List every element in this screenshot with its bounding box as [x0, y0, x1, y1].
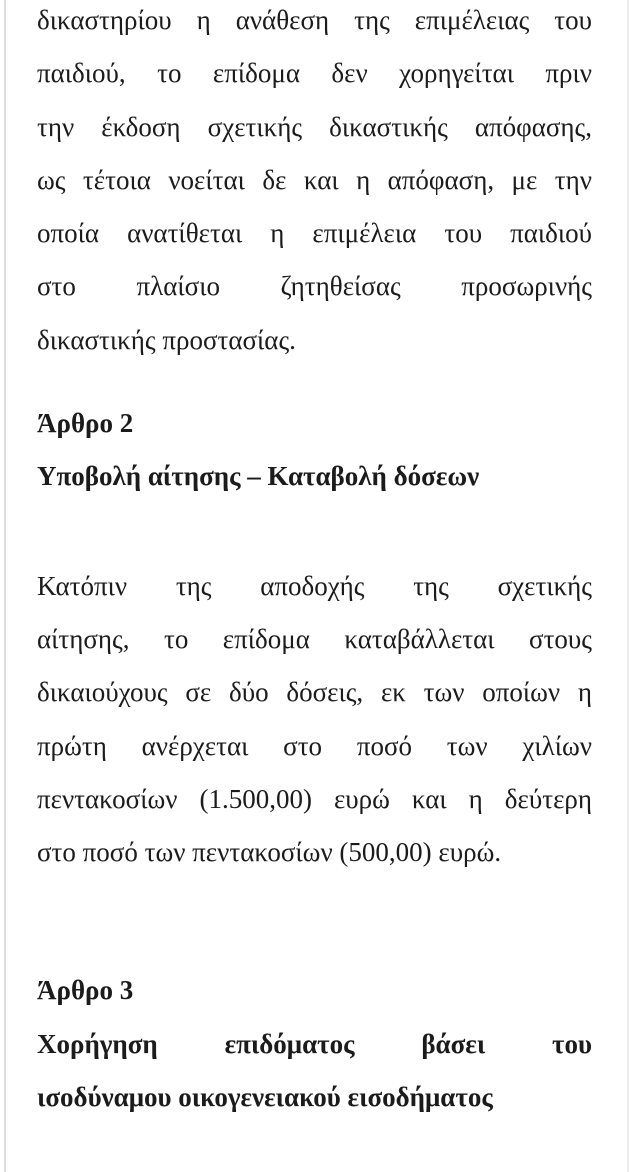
text-line: ως τέτοια νοείται δε και η απόφαση, με την: [37, 164, 592, 195]
article-2-heading: [37, 397, 592, 504]
text-line: δικαιούχους σε δύο δόσεις, εκ των οποίων η: [37, 677, 592, 708]
text-line: πρώτη ανέρχεται στο ποσό των χιλίων: [37, 730, 592, 761]
paragraph-installments: [37, 560, 592, 880]
text-line: Κατόπιν της αποδοχής της σχετικής: [37, 570, 592, 601]
article-2-title: Άρθρο 2: [37, 408, 134, 439]
text-line: πεντακοσίων (1.500,00) ευρώ και η δεύτερη: [37, 783, 592, 814]
paragraph-custody: [37, 0, 592, 367]
text-line: δικαστηρίου η ανάθεση της επιμέλειας του: [37, 5, 592, 35]
article-3-subtitle-line: ισοδύναμου οικογενειακού εισοδήματος: [37, 1082, 493, 1113]
text-line: την έκδοση σχετικής δικαστικής απόφασης,: [37, 111, 592, 142]
text-line: στο ποσό των πεντακοσίων (500,00) ευρώ.: [37, 837, 502, 868]
text-line: στο πλαίσιο ζητηθείσας προσωρινής: [37, 271, 592, 302]
text-line: παιδιού, το επίδομα δεν χορηγείται πριν: [37, 58, 592, 89]
article-2-subtitle: Υποβολή αίτησης – Καταβολή δόσεων: [37, 461, 480, 492]
text-line: δικαστικής προστασίας.: [37, 324, 296, 355]
article-3-subtitle-line: Χορήγηση επιδόματος βάσει του: [37, 1028, 592, 1059]
article-3-heading: [37, 964, 592, 1124]
text-line: αίτησης, το επίδομα καταβάλλεται στους: [37, 623, 592, 654]
article-3-title: Άρθρο 3: [37, 975, 134, 1006]
text-line: οποία ανατίθεται η επιμέλεια του παιδιού: [37, 218, 592, 249]
